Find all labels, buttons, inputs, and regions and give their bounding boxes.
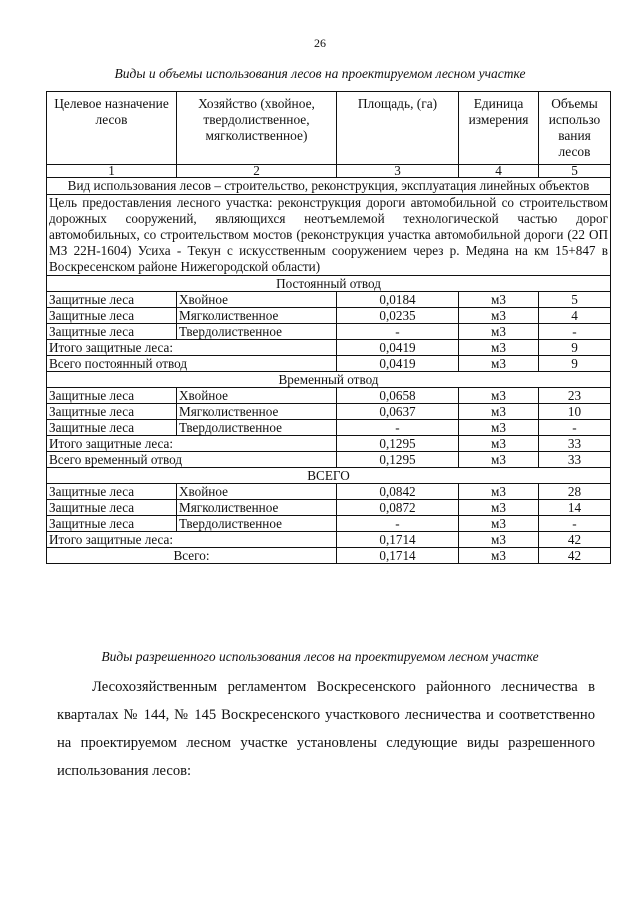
volume-cell: 10	[539, 404, 611, 420]
header-volume: Объемы использо вания лесов	[539, 92, 611, 165]
column-number-row	[47, 165, 611, 178]
volume-cell: -	[539, 516, 611, 532]
table-row	[47, 324, 611, 340]
table-row	[47, 420, 611, 436]
purpose-text: Цель предоставления лесного участка: реконструкция дороги автомобильной со строительством дорожных сооружений, являющихся неотъемлемой технологической частью дорог автомобильных, со строительством мостов (реконструкция участка автомобильной дороги (22 ОП МЗ 22Н-1604) Усиха - Текун с искусственным сооружением через р. Медяна на км 15+847 в Воскресенском районе Нижегородской области)	[47, 195, 611, 276]
farm-cell: Твердолиственное	[177, 516, 337, 532]
column-number: 3	[337, 165, 459, 178]
header-area: Площадь, (га)	[337, 92, 459, 165]
unit-cell: м3	[459, 484, 539, 500]
area-cell: 0,0637	[337, 404, 459, 420]
volume-cell: -	[539, 324, 611, 340]
farm-cell: Хвойное	[177, 484, 337, 500]
table-header-row	[47, 92, 611, 165]
purpose-row	[47, 195, 611, 276]
area-cell: 0,0184	[337, 292, 459, 308]
unit-cell: м3	[459, 420, 539, 436]
volume-cell: 9	[539, 340, 611, 356]
total-label: Всего постоянный отвод	[47, 356, 337, 372]
subtotal-label: Итого защитные леса:	[47, 436, 337, 452]
area-cell: 0,0419	[337, 356, 459, 372]
header-unit: Единица измерения	[459, 92, 539, 165]
section-heading: Постоянный отвод	[47, 276, 611, 292]
farm-cell: Хвойное	[177, 388, 337, 404]
section-header-row	[47, 276, 611, 292]
header-purpose: Целевое назначение лесов	[47, 92, 177, 165]
volume-cell: 4	[539, 308, 611, 324]
unit-cell: м3	[459, 500, 539, 516]
subtotal-label: Итого защитные леса:	[47, 532, 337, 548]
unit-cell: м3	[459, 532, 539, 548]
farm-cell: Твердолиственное	[177, 420, 337, 436]
area-cell: 0,0658	[337, 388, 459, 404]
table-caption: Виды и объемы использования лесов на проектируемом лесном участке	[114, 66, 526, 81]
activity-title: Вид использования лесов – строительство, реконструкция, эксплуатация линейных объектов	[47, 178, 611, 195]
unit-cell: м3	[459, 340, 539, 356]
section-heading: Временный отвод	[47, 372, 611, 388]
column-number: 4	[459, 165, 539, 178]
unit-cell: м3	[459, 356, 539, 372]
section-title: Виды разрешенного использования лесов на проектируемом лесном участке	[101, 649, 539, 664]
farm-cell: Твердолиственное	[177, 324, 337, 340]
farm-cell: Хвойное	[177, 292, 337, 308]
purpose-cell: Защитные леса	[47, 500, 177, 516]
table-row	[47, 516, 611, 532]
page-number: 26	[314, 36, 326, 50]
purpose-cell: Защитные леса	[47, 420, 177, 436]
table-row	[47, 404, 611, 420]
unit-cell: м3	[459, 388, 539, 404]
area-cell: 0,0235	[337, 308, 459, 324]
purpose-cell: Защитные леса	[47, 404, 177, 420]
purpose-cell: Защитные леса	[47, 516, 177, 532]
purpose-cell: Защитные леса	[47, 388, 177, 404]
section-header-row	[47, 468, 611, 484]
farm-cell: Мягколиственное	[177, 308, 337, 324]
total-row	[47, 356, 611, 372]
farm-cell: Мягколиственное	[177, 404, 337, 420]
table-row	[47, 388, 611, 404]
volume-cell: 14	[539, 500, 611, 516]
volume-cell: 42	[539, 532, 611, 548]
total-row	[47, 452, 611, 468]
purpose-cell: Защитные леса	[47, 484, 177, 500]
area-cell: -	[337, 420, 459, 436]
volume-cell: 33	[539, 452, 611, 468]
area-cell: 0,1714	[337, 532, 459, 548]
table-row	[47, 308, 611, 324]
subtotal-row	[47, 532, 611, 548]
table-row	[47, 292, 611, 308]
area-cell: 0,1295	[337, 436, 459, 452]
volume-cell: -	[539, 420, 611, 436]
unit-cell: м3	[459, 292, 539, 308]
header-farm: Хозяйство (хвойное, твердолиственное, мягколиственное)	[177, 92, 337, 165]
purpose-cell: Защитные леса	[47, 308, 177, 324]
subtotal-row	[47, 436, 611, 452]
area-cell: -	[337, 516, 459, 532]
volume-cell: 42	[539, 548, 611, 564]
unit-cell: м3	[459, 436, 539, 452]
total-label: Всего временный отвод	[47, 452, 337, 468]
total-row	[47, 548, 611, 564]
area-cell: 0,0419	[337, 340, 459, 356]
forest-use-table	[46, 91, 611, 564]
unit-cell: м3	[459, 516, 539, 532]
unit-cell: м3	[459, 452, 539, 468]
area-cell: 0,1295	[337, 452, 459, 468]
unit-cell: м3	[459, 324, 539, 340]
purpose-cell: Защитные леса	[47, 292, 177, 308]
area-cell: 0,1714	[337, 548, 459, 564]
purpose-cell: Защитные леса	[47, 324, 177, 340]
column-number: 1	[47, 165, 177, 178]
volume-cell: 5	[539, 292, 611, 308]
column-number: 2	[177, 165, 337, 178]
farm-cell: Мягколиственное	[177, 500, 337, 516]
unit-cell: м3	[459, 548, 539, 564]
area-cell: 0,0872	[337, 500, 459, 516]
activity-title-row	[47, 178, 611, 195]
subtotal-label: Итого защитные леса:	[47, 340, 337, 356]
section-header-row	[47, 372, 611, 388]
section-heading: ВСЕГО	[47, 468, 611, 484]
unit-cell: м3	[459, 404, 539, 420]
subtotal-row	[47, 340, 611, 356]
body-paragraph: Лесохозяйственным регламентом Воскресенского районного лесничества в кварталах № 144, № 145 Воскресенского участкового лесничества и соответственно на проектируемом лесном участке установлены следующие виды разрешенного использования лесов:	[57, 679, 595, 779]
table-row	[47, 500, 611, 516]
volume-cell: 28	[539, 484, 611, 500]
column-number: 5	[539, 165, 611, 178]
volume-cell: 23	[539, 388, 611, 404]
area-cell: -	[337, 324, 459, 340]
total-label: Всего:	[47, 548, 337, 564]
volume-cell: 33	[539, 436, 611, 452]
unit-cell: м3	[459, 308, 539, 324]
area-cell: 0,0842	[337, 484, 459, 500]
table-row	[47, 484, 611, 500]
volume-cell: 9	[539, 356, 611, 372]
